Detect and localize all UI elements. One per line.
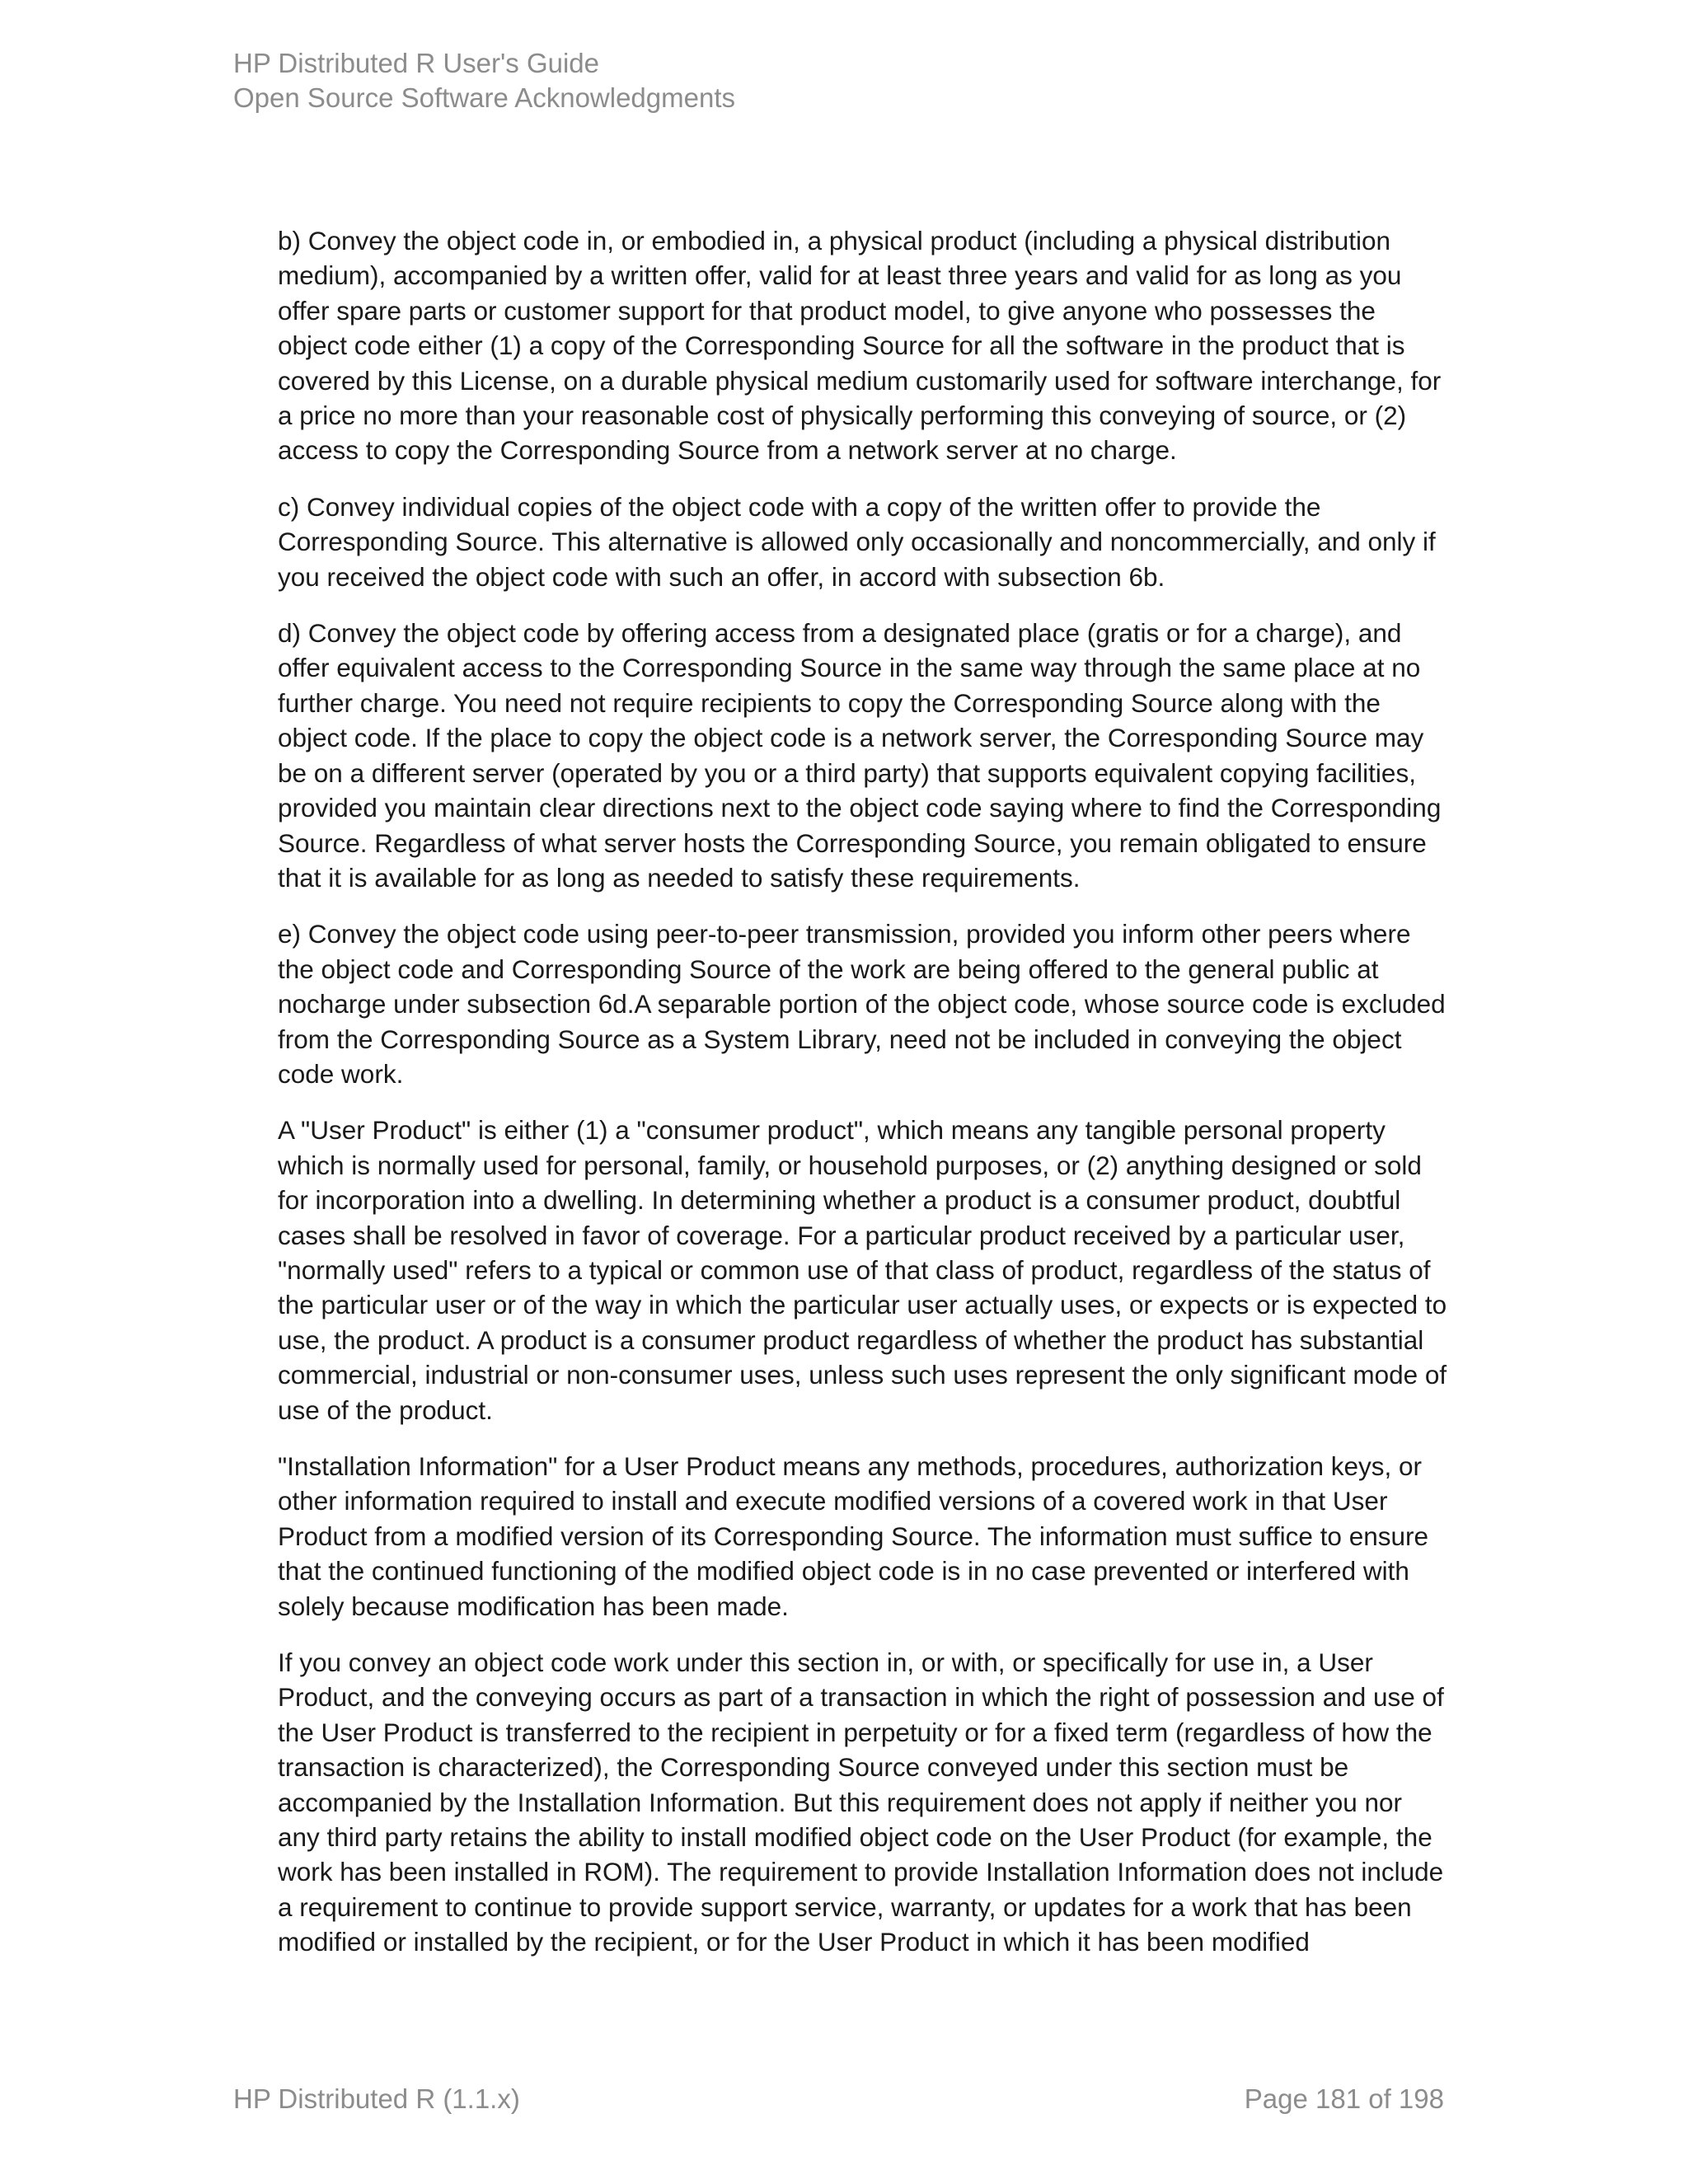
paragraph-user-product: A "User Product" is either (1) a "consumer product", which means any tangible personal property which is normally used for personal, family, or household purposes, or (2) anything designed or sold for incorporation into a dwelling. In determining whether a product is a consumer product, doubtful cases shall be resolved in favor of coverage. For a particular product received by a particular user, "normally used" refers to a typical or common use of that class of product, regardless of the status of the particular user or of the way in which the particular user actually uses, or expects or is expected to use, the product. A product is a consumer product regardless of whether the product has substantial commercial, industrial or non-consumer uses, unless such uses represent the only significant mode of use of the product. — [278, 1115, 1447, 1425]
paragraph-option-b: b) Convey the object code in, or embodied in, a physical product (including a physical distribution medium), accompanied by a written offer, valid for at least three years and valid for as long as you offer spare parts or customer support for that product model, to give anyone who possesses the object code either (1) a copy of the Corresponding Source for all the software in the product that is covered by this License, on a durable physical medium customarily used for software interchange, for a price no more than your reasonable cost of physically performing this conveying of source, or (2) access to copy the Corresponding Source from a network server at no charge. — [278, 226, 1442, 466]
paragraph-conveying-user-product: If you convey an object code work under this section in, or with, or specifically for use in, a User Product, and the conveying occurs as part of a transaction in which the right of possession and use of the User Product is transferred to the recipient in perpetuity or for a fixed term (regardless of how the transaction is characterized), the Corresponding Source conveyed under this section must be accompanied by the Installation Information. But this requirement does not apply if neither you nor any third party retains the ability to install modified object code on the User Product (for example, the work has been installed in ROM). The requirement to provide Installation Information does not include a requirement to continue to provide support service, warranty, or updates for a work that has been modified or installed by the recipient, or for the User Product in which it has been modified — [278, 1647, 1444, 1957]
page-footer — [233, 2082, 1444, 2116]
document-title: HP Distributed R User's Guide — [233, 48, 600, 78]
running-header — [233, 46, 735, 115]
license-body — [278, 223, 1448, 1981]
paragraph-installation-information: "Installation Information" for a User Product means any methods, procedures, authorization keys, or other information required to install and execute modified versions of a covered work in that User Product from a modified version of its Corresponding Source. The information must suffice to ensure that the continued functioning of the modified object code is in no case prevented or interfered with solely because modification has been made. — [278, 1451, 1429, 1621]
paragraph-option-e: e) Convey the object code using peer-to-peer transmission, provided you inform other peers where the object code and Corresponding Source of the work are being offered to the general public at nocharge under subsection 6d.A separable portion of the object code, whose source code is excluded from the Corresponding Source as a System Library, need not be included in conveying the object code work. — [278, 919, 1446, 1089]
paragraph-option-c: c) Convey individual copies of the object code with a copy of the written offer to provide the Corresponding Source. This alternative is allowed only occasionally and noncommercially, and only if you received the object code with such an offer, in accord with subsection 6b. — [278, 491, 1436, 592]
paragraph-option-d: d) Convey the object code by offering access from a designated place (gratis or for a charge), and offer equivalent access to the Corresponding Source in the same way through the same place at no further charge. You need not require recipients to copy the Corresponding Source along with the object code. If the place to copy the object code is a network server, the Corresponding Source may be on a different server (operated by you or a third party) that supports equivalent copying facilities, provided you maintain clear directions next to the object code saying where to find the Corresponding Source. Regardless of what server hosts the Corresponding Source, you remain obligated to ensure that it is available for as long as needed to satisfy these requirements. — [278, 618, 1442, 893]
page-number: Page 181 of 198 — [1244, 2083, 1444, 2114]
section-title: Open Source Software Acknowledgments — [233, 82, 736, 113]
product-version: HP Distributed R (1.1.x) — [233, 2083, 520, 2114]
